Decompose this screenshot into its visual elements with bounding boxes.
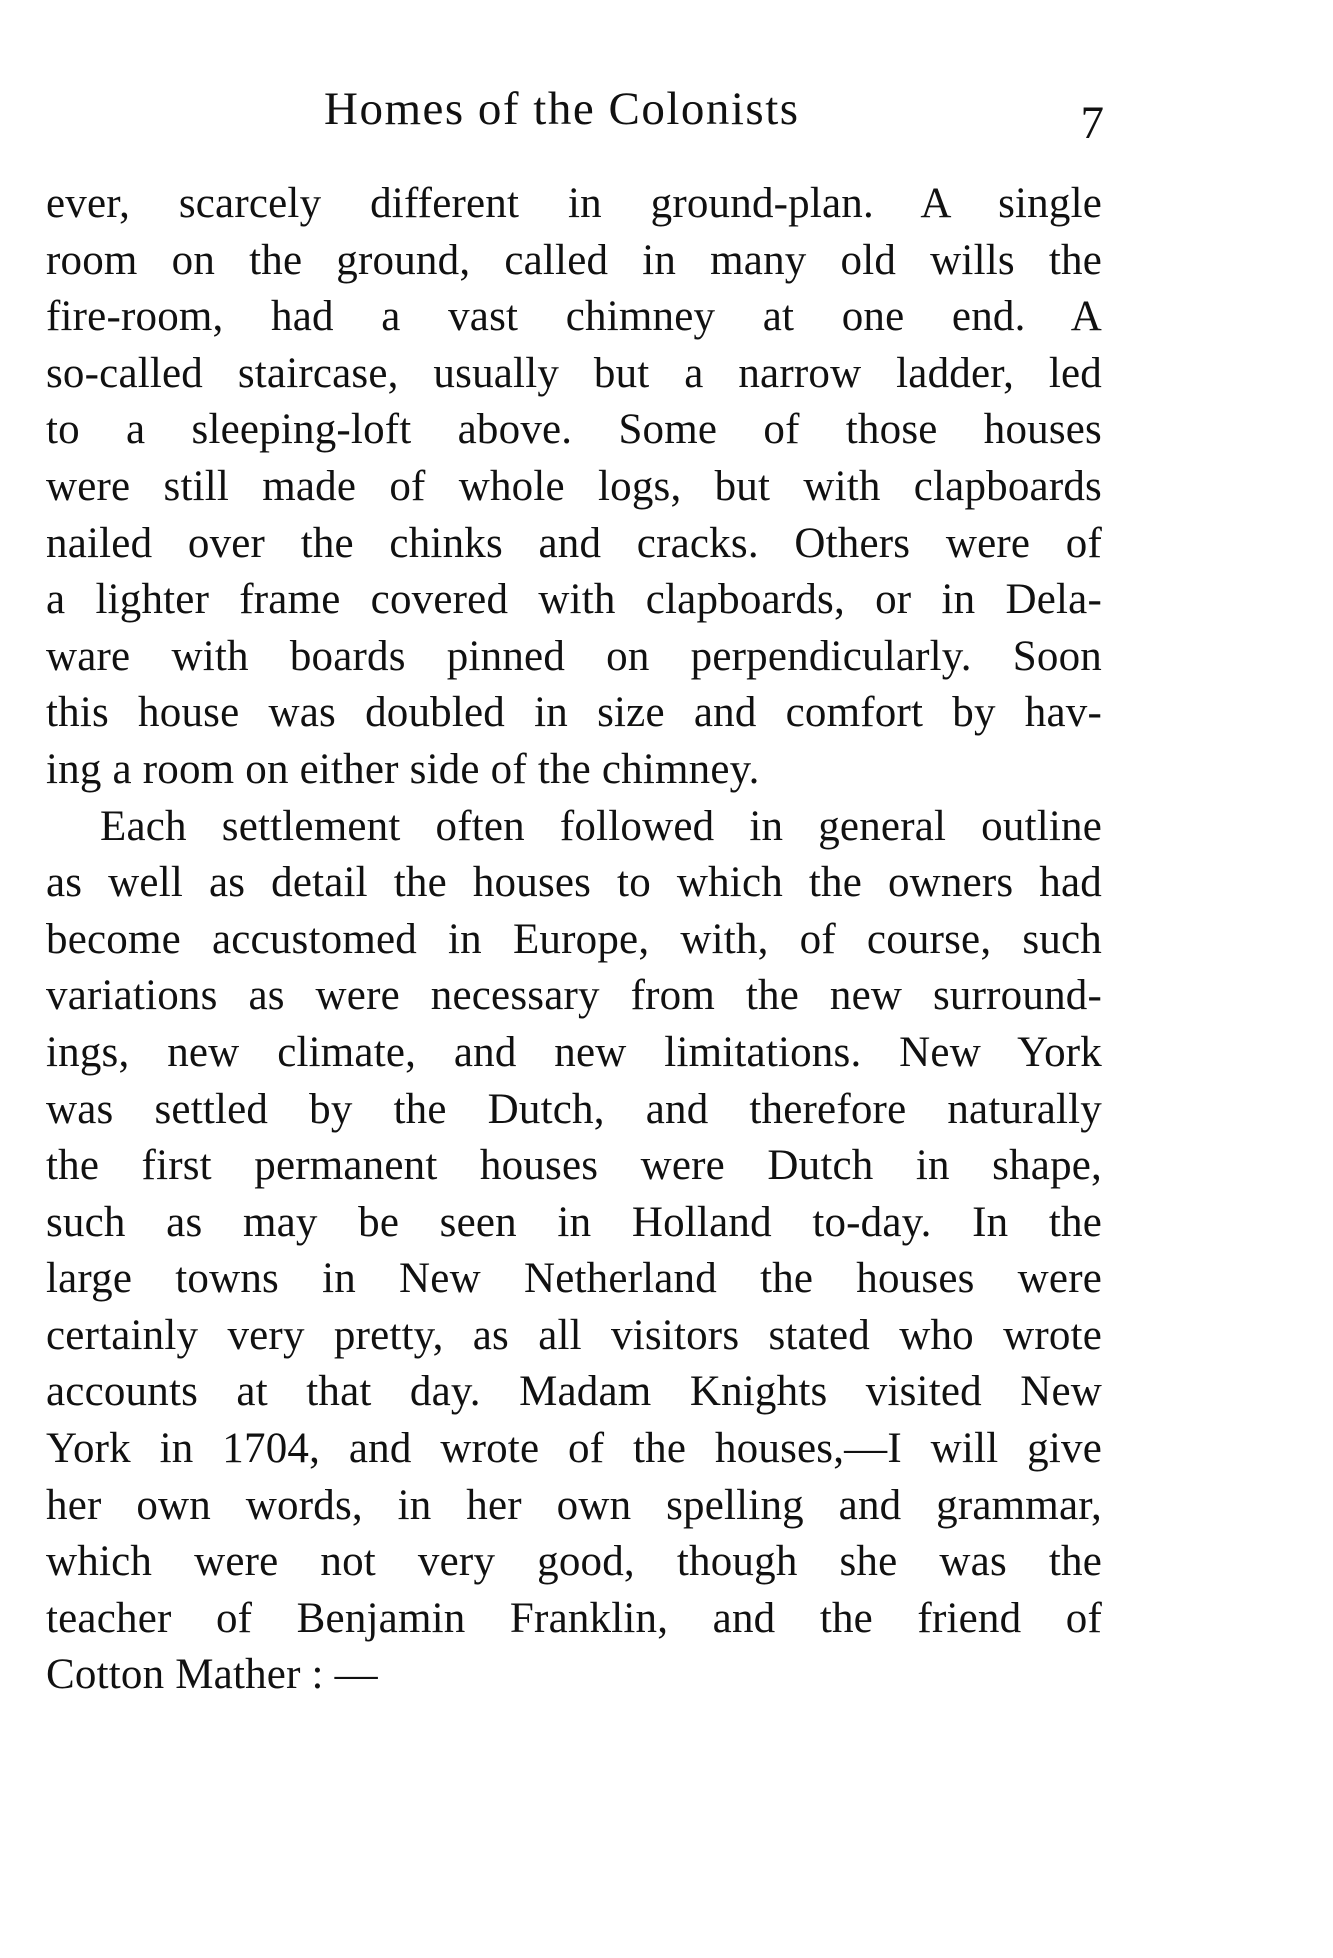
body-text (46, 176, 1102, 1704)
text-line: so-called staircase, usually but a narrow ladder, led (46, 349, 1102, 397)
text-line: Cotton Mather : — (46, 1651, 378, 1699)
text-line: ever, scarcely different in ground-plan. A single (46, 180, 1102, 227)
text-line: to a sleeping-loft above. Some of those houses (46, 406, 1102, 454)
text-line: teacher of Benjamin Franklin, and the friend of (46, 1594, 1102, 1642)
text-line: were still made of whole logs, but with clapboards (46, 462, 1102, 510)
paragraph-2 (46, 799, 1102, 1705)
text-line: such as may be seen in Holland to-day. In the (46, 1198, 1102, 1246)
running-head (54, 82, 1104, 152)
text-line: which were not very good, though she was the (46, 1538, 1102, 1586)
text-line: ing a room on either side of the chimney. (46, 745, 760, 793)
text-line: the first permanent houses were Dutch in shape, (46, 1142, 1102, 1190)
text-line: ings, new climate, and new limitations. New York (46, 1028, 1102, 1076)
text-line: room on the ground, called in many old wills the (46, 236, 1102, 284)
page-number: 7 (1080, 97, 1104, 149)
text-line: large towns in New Netherland the houses were (46, 1255, 1102, 1303)
text-line: was settled by the Dutch, and therefore naturally (46, 1085, 1102, 1133)
text-line: certainly very pretty, as all visitors stated who wrote (46, 1311, 1102, 1359)
text-line: variations as were necessary from the new surround- (46, 972, 1102, 1020)
text-line: a lighter frame covered with clapboards, or in Dela- (46, 576, 1102, 624)
paragraph-1 (46, 176, 1102, 799)
text-line: fire-room, had a vast chimney at one end. A (46, 293, 1102, 341)
text-line: as well as detail the houses to which the owners had (46, 859, 1102, 907)
text-line: accounts at that day. Madam Knights visited New (46, 1368, 1102, 1416)
text-line: her own words, in her own spelling and grammar, (46, 1481, 1102, 1529)
text-line: nailed over the chinks and cracks. Others were of (46, 519, 1102, 567)
text-line: this house was doubled in size and comfort by hav- (46, 689, 1102, 737)
text-line: York in 1704, and wrote of the houses,—I will give (46, 1425, 1102, 1473)
text-line: become accustomed in Europe, with, of course, such (46, 915, 1102, 963)
text-line: Each settlement often followed in general outline (100, 802, 1102, 850)
text-line: ware with boards pinned on perpendicularly. Soon (46, 632, 1102, 680)
running-title: Homes of the Colonists (324, 83, 800, 135)
